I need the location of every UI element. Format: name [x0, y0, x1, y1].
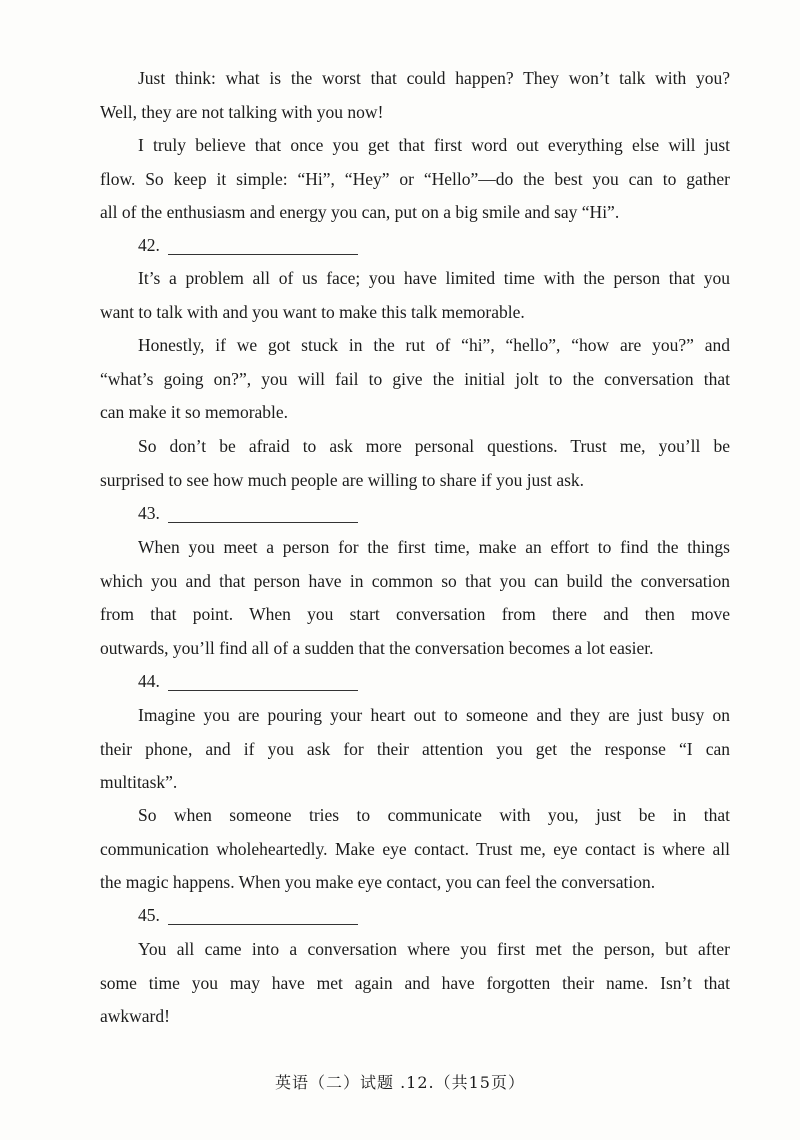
text-line: You all came into a conversation where you first met the person, but after: [138, 939, 730, 959]
paragraph: [100, 329, 730, 430]
answer-blank: [138, 497, 358, 531]
text-line: some time you may have met again and have forgotten their name. Isn’t that: [100, 972, 730, 993]
text-line: the magic happens. When you make eye contact, you can feel the conversation.: [100, 872, 656, 892]
text-line: I truly believe that once you get that first word out everything else will just: [138, 135, 730, 155]
text-line: “what’s going on?”, you will fail to give the initial jolt to the conversation that: [100, 368, 730, 389]
blank-underline[interactable]: [168, 923, 358, 925]
question-number: 45.: [138, 905, 160, 925]
blank-underline[interactable]: [168, 689, 358, 691]
text-line: multitask”.: [100, 772, 178, 792]
question-number: 44.: [138, 671, 160, 691]
paragraph: [100, 62, 730, 129]
text-line: So when someone tries to communicate with you, just be in that: [138, 805, 730, 825]
text-line: It’s a problem all of us face; you have limited time with the person that you: [138, 268, 730, 288]
paragraph: [100, 933, 730, 1034]
question-number: 42.: [138, 235, 160, 255]
blank-underline[interactable]: [168, 253, 358, 255]
paragraph: [100, 262, 730, 329]
text-line: outwards, you’ll find all of a sudden that the conversation becomes a lot easier.: [100, 637, 654, 658]
blank-underline[interactable]: [168, 521, 358, 523]
paragraph: [100, 129, 730, 230]
paragraph: [100, 531, 730, 665]
answer-blank: [138, 899, 358, 933]
answer-blank: [138, 229, 358, 263]
paragraph: [100, 430, 730, 497]
text-line: flow. So keep it simple: “Hi”, “Hey” or “Hello”—do the best you can to gather: [100, 168, 730, 189]
text-line: Imagine you are pouring your heart out to someone and they are just busy on: [138, 705, 730, 725]
text-line: awkward!: [100, 1006, 170, 1026]
text-line: So don’t be afraid to ask more personal questions. Trust me, you’ll be: [138, 436, 730, 456]
text-line: Well, they are not talking with you now!: [100, 101, 384, 122]
text-line: Just think: what is the worst that could happen? They won’t talk with you?: [138, 68, 730, 88]
text-line: can make it so memorable.: [100, 402, 289, 422]
answer-blank: [138, 665, 358, 699]
question-number: 43.: [138, 503, 160, 523]
text-line: from that point. When you start conversation from there and then move: [100, 604, 730, 624]
paragraph: [100, 699, 730, 800]
text-line: all of the enthusiasm and energy you can, put on a big smile and say “Hi”.: [100, 202, 620, 222]
paragraph: [100, 799, 730, 900]
text-line: their phone, and if you ask for their attention you get the response “I can: [100, 738, 730, 759]
text-line: communication wholeheartedly. Make eye contact. Trust me, eye contact is where all: [100, 838, 730, 859]
text-line: surprised to see how much people are willing to share if you just ask.: [100, 469, 585, 490]
page-footer: 英语（二）试题 .12.（共15页）: [275, 1073, 525, 1092]
text-line: which you and that person have in common so that you can build the conversation: [100, 570, 730, 591]
text-line: Honestly, if we got stuck in the rut of “hi”, “hello”, “how are you?” and: [138, 335, 730, 355]
text-line: When you meet a person for the first time, make an effort to find the things: [138, 537, 730, 557]
text-line: want to talk with and you want to make this talk memorable.: [100, 301, 525, 322]
